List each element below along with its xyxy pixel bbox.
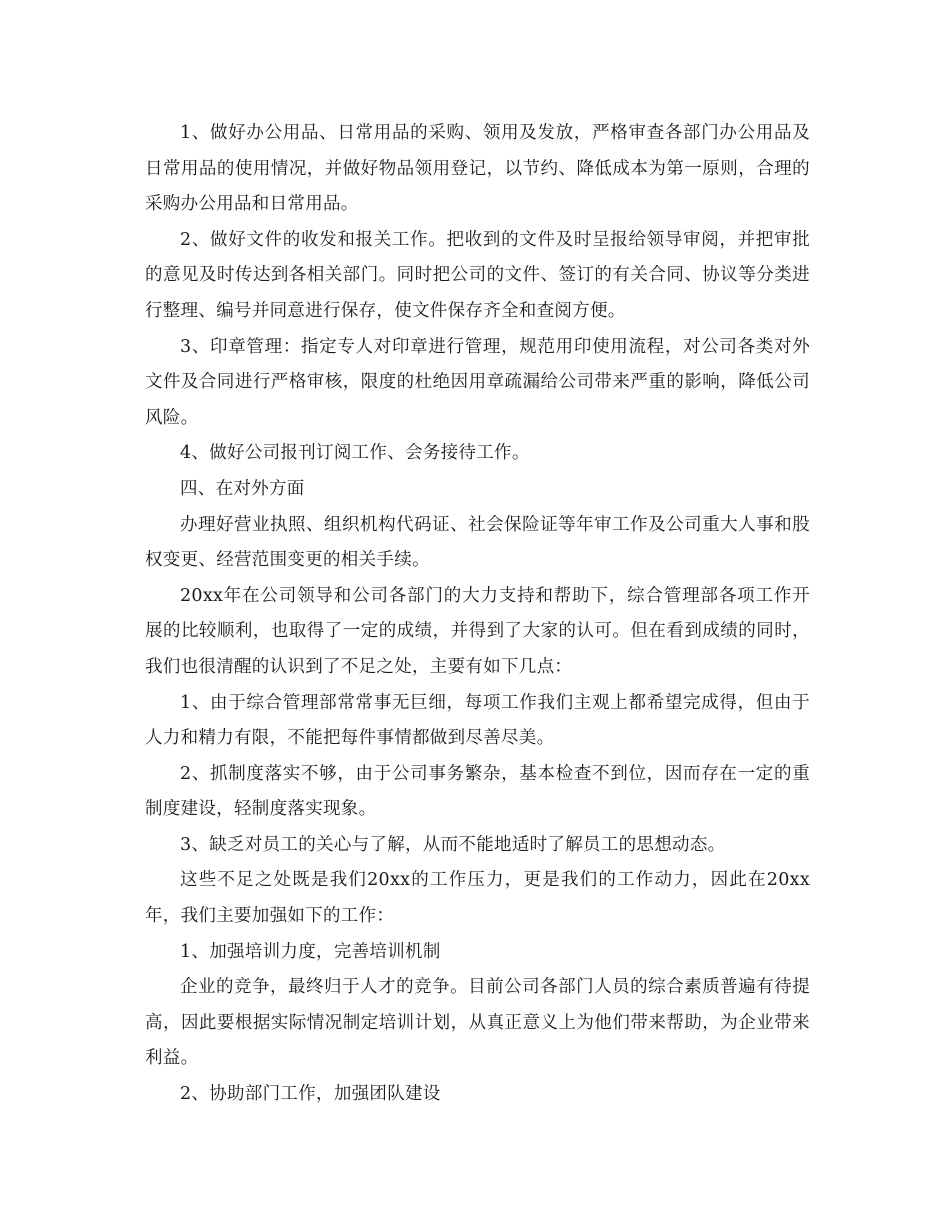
section-heading: 四、在对外方面: [180, 478, 305, 499]
paragraph: 这些不足之处既是我们20xx的工作压力，更是我们的工作动力，因此在20xx年，我们主要加强如下的工作：: [145, 870, 810, 927]
subsection-heading: 2、协助部门工作，加强团队建设: [180, 1084, 441, 1105]
paragraph: 1、由于综合管理部常常事无巨细，每项工作我们主观上都希望完成得，但由于人力和精力有限，不能把每件事情都做到尽善尽美。: [145, 692, 810, 749]
paragraph: 4、做好公司报刊订阅工作、会务接待工作。: [180, 443, 530, 464]
paragraph: 办理好营业执照、组织机构代码证、社会保险证等年审工作及公司重大人事和股权变更、经营范围变更的相关手续。: [145, 514, 810, 571]
paragraph: 3、印章管理：指定专人对印章进行管理，规范用印使用流程，对公司各类对外文件及合同进行严格审核，限度的杜绝因用章疏漏给公司带来严重的影响，降低公司风险。: [145, 336, 810, 428]
paragraph: 20xx年在公司领导和公司各部门的大力支持和帮助下，综合管理部各项工作开展的比较顺利，也取得了一定的成绩，并得到了大家的认可。但在看到成绩的同时，我们也很清醒的认识到了不足之处，主要有如下几点：: [145, 585, 810, 677]
paragraph: 2、抓制度落实不够，由于公司事务繁杂，基本检查不到位，因而存在一定的重制度建设，轻制度落实现象。: [145, 763, 810, 820]
subsection-heading: 1、加强培训力度，完善培训机制: [180, 941, 441, 962]
document-body: [145, 116, 810, 1113]
paragraph: 1、做好办公用品、日常用品的采购、领用及发放，严格审查各部门办公用品及日常用品的使用情况，并做好物品领用登记，以节约、降低成本为第一原则，合理的采购办公用品和日常用品。: [145, 123, 810, 215]
paragraph: 3、缺乏对员工的关心与了解，从而不能地适时了解员工的思想动态。: [180, 834, 726, 855]
paragraph: 2、做好文件的收发和报关工作。把收到的文件及时呈报给领导审阅，并把审批的意见及时传达到各相关部门。同时把公司的文件、签订的有关合同、协议等分类进行整理、编号并同意进行保存，使文件保存齐全和查阅方便。: [145, 229, 810, 321]
paragraph: 企业的竞争，最终归于人才的竞争。目前公司各部门人员的综合素质普遍有待提高，因此要根据实际情况制定培训计划，从真正意义上为他们带来帮助，为企业带来利益。: [145, 977, 810, 1069]
